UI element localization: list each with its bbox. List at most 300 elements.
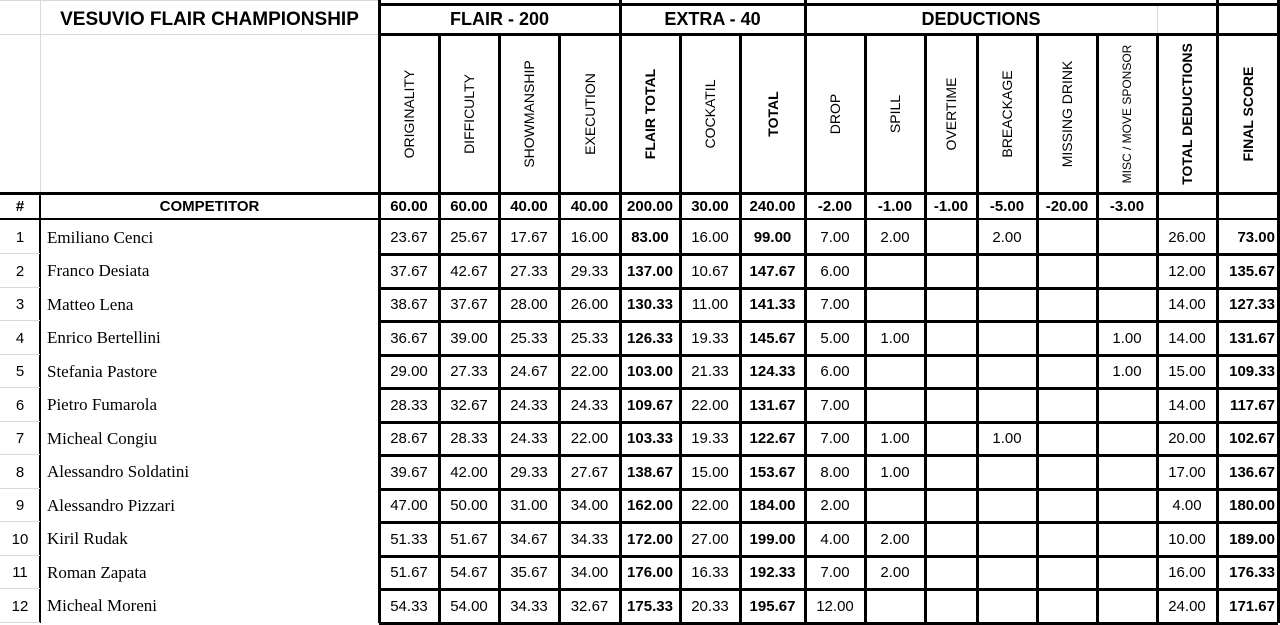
grid-line [39, 195, 41, 623]
score-cell: 122.67 [749, 430, 796, 448]
score-cell: 176.00 [627, 564, 673, 582]
score-cell: 16.00 [570, 229, 609, 247]
score-cell [1097, 422, 1157, 456]
score-cell [1037, 523, 1097, 557]
score-cell: 32.67 [570, 597, 609, 615]
score-cell: 28.33 [450, 430, 488, 448]
score-cell [865, 255, 925, 289]
score-cell: 14.00 [1168, 296, 1206, 314]
row-number: 1 [15, 229, 25, 247]
score-cell [1097, 556, 1157, 590]
column-max: 40.00 [510, 198, 548, 215]
score-cell: 7.00 [820, 396, 850, 414]
column-header-label: SHOWMANSHIP [521, 59, 537, 168]
competitor-name: Micheal Moreni [47, 596, 157, 616]
score-cell: 1.00 [880, 430, 910, 448]
row-number: 5 [15, 363, 25, 381]
score-cell: 12.00 [1168, 262, 1206, 280]
score-cell [925, 556, 977, 590]
column-max: -5.00 [989, 198, 1025, 215]
score-cell: 12.00 [816, 597, 854, 615]
score-cell [925, 456, 977, 490]
column-header-misc-move-sponsor[interactable] [1097, 34, 1157, 193]
score-cell: 26.00 [570, 296, 609, 314]
score-cell: 1.00 [880, 329, 910, 347]
score-cell: 135.67 [1229, 262, 1275, 280]
grid-line [379, 454, 1278, 457]
column-max: -20.00 [1045, 198, 1089, 215]
score-cell [865, 590, 925, 624]
column-max [1157, 195, 1217, 218]
score-cell: 36.67 [390, 329, 428, 347]
score-cell: 6.00 [820, 262, 850, 280]
grid-line [379, 488, 1278, 491]
score-cell [977, 355, 1037, 389]
column-header-total-deductions[interactable] [1157, 34, 1217, 193]
score-cell: 126.33 [627, 329, 673, 347]
grid-line [864, 34, 867, 623]
score-cell [925, 523, 977, 557]
gridline-faint [0, 34, 379, 35]
score-cell: 7.00 [820, 229, 850, 247]
grid-line [379, 253, 1278, 256]
score-cell: 117.67 [1229, 396, 1275, 414]
score-cell: 20.00 [1168, 430, 1206, 448]
score-cell: 51.33 [390, 530, 428, 548]
grid-line [679, 34, 682, 623]
score-cell: 27.33 [450, 363, 488, 381]
score-cell: 47.00 [390, 497, 428, 515]
gridline-faint [1157, 5, 1158, 33]
score-cell [977, 389, 1037, 423]
score-cell [977, 489, 1037, 523]
hash-header: # [15, 198, 25, 215]
score-cell: 39.00 [450, 329, 488, 347]
score-cell: 39.67 [390, 463, 428, 481]
score-cell: 14.00 [1168, 329, 1206, 347]
column-header-label: SPILL [887, 94, 903, 133]
column-max: 60.00 [390, 198, 428, 215]
grid-line [379, 287, 1278, 290]
score-cell [1037, 221, 1097, 255]
grid-line [379, 588, 1278, 591]
score-cell [1037, 322, 1097, 356]
score-cell: 24.67 [510, 363, 548, 381]
gridline-faint [0, 0, 379, 1]
grid-line [804, 0, 807, 623]
column-max [1217, 195, 1278, 218]
score-cell: 2.00 [992, 229, 1022, 247]
column-max: 40.00 [570, 198, 609, 215]
score-cell [977, 556, 1037, 590]
grid-line [379, 555, 1278, 558]
score-cell: 22.00 [570, 363, 609, 381]
column-header-cockatil[interactable] [680, 34, 740, 193]
column-header-label: MISC / MOVE SPONSOR [1120, 44, 1134, 183]
score-cell: 7.00 [820, 564, 850, 582]
grid-line [0, 192, 1278, 195]
score-cell [925, 389, 977, 423]
competitor-name: Kiril Rudak [47, 529, 128, 549]
column-header-label: EXECUTION [581, 72, 598, 155]
score-cell: 19.33 [691, 329, 729, 347]
score-cell: 192.33 [749, 564, 796, 582]
score-cell [977, 456, 1037, 490]
score-cell [925, 288, 977, 322]
gridline-faint [0, 287, 40, 288]
row-number: 7 [15, 430, 25, 448]
score-cell: 102.67 [1229, 430, 1275, 448]
column-header-label: DROP [827, 93, 843, 134]
score-cell: 54.67 [450, 564, 488, 582]
score-cell: 27.67 [570, 463, 609, 481]
score-cell [1097, 489, 1157, 523]
competitor-name: Alessandro Soldatini [47, 462, 190, 482]
grid-line [619, 0, 622, 623]
gridline-faint [0, 253, 40, 254]
score-cell [977, 255, 1037, 289]
score-cell: 22.00 [570, 430, 609, 448]
competitor-name: Alessandro Pizzari [47, 495, 175, 515]
score-cell: 199.00 [749, 530, 796, 548]
competitor-name: Roman Zapata [47, 562, 147, 582]
gridline-faint [0, 387, 40, 388]
column-header-label: DIFFICULTY [461, 73, 477, 154]
column-header-label: BREACKAGE [999, 69, 1015, 158]
score-cell: 8.00 [820, 463, 850, 481]
score-cell: 25.33 [510, 329, 548, 347]
grid-line [558, 34, 561, 623]
grid-line [739, 34, 742, 623]
score-cell: 11.00 [691, 296, 729, 314]
column-header-label: TOTAL DEDUCTIONS [1179, 42, 1195, 185]
score-cell: 24.33 [510, 430, 548, 448]
score-cell: 14.00 [1168, 396, 1206, 414]
score-cell: 28.00 [510, 296, 548, 314]
score-cell: 32.67 [450, 396, 488, 414]
gridline-faint [0, 622, 40, 623]
score-cell: 138.67 [627, 463, 673, 481]
column-header-breackage[interactable] [977, 34, 1037, 193]
score-cell: 1.00 [1112, 363, 1142, 381]
score-cell [925, 255, 977, 289]
gridline-faint [0, 588, 40, 589]
score-cell: 35.67 [510, 564, 548, 582]
score-cell: 34.00 [570, 497, 609, 515]
column-header-originality[interactable] [379, 34, 439, 193]
score-cell: 175.33 [627, 597, 673, 615]
column-header-label: FINAL SCORE [1239, 66, 1256, 161]
score-cell: 10.67 [691, 262, 729, 280]
group-deductions: DEDUCTIONS [921, 9, 1041, 29]
score-cell: 180.00 [1229, 497, 1275, 515]
score-cell: 141.33 [749, 296, 796, 314]
grid-line [379, 387, 1278, 390]
column-max: 30.00 [691, 198, 729, 215]
score-cell: 50.00 [450, 497, 488, 515]
score-cell: 2.00 [880, 564, 910, 582]
score-cell: 51.67 [450, 530, 488, 548]
score-cell [1097, 456, 1157, 490]
row-number: 2 [15, 262, 25, 280]
score-cell [925, 590, 977, 624]
gridline-faint [0, 454, 40, 455]
row-number: 3 [15, 296, 25, 314]
score-cell: 136.67 [1229, 463, 1275, 481]
score-cell [865, 355, 925, 389]
grid-line [1156, 34, 1159, 623]
grid-line [0, 218, 1278, 220]
score-cell [977, 288, 1037, 322]
grid-line [1216, 0, 1219, 623]
score-cell [925, 489, 977, 523]
score-cell: 103.00 [627, 363, 673, 381]
column-header-drop[interactable] [805, 34, 865, 193]
gridline-faint [0, 421, 40, 422]
row-number: 6 [15, 396, 25, 414]
score-cell [925, 221, 977, 255]
grid-line [379, 33, 1278, 36]
score-cell: 42.00 [450, 463, 488, 481]
grid-line [924, 34, 927, 623]
column-header-label: FLAIR TOTAL [642, 68, 658, 159]
score-cell: 1.00 [1112, 329, 1142, 347]
score-cell [977, 322, 1037, 356]
score-cell [1097, 288, 1157, 322]
gridline-faint [0, 488, 40, 489]
score-cell: 37.67 [450, 296, 488, 314]
score-cell: 109.33 [1229, 363, 1275, 381]
column-header-missing-drink[interactable] [1037, 34, 1097, 193]
score-cell: 127.33 [1229, 296, 1275, 314]
score-cell [925, 422, 977, 456]
score-cell: 171.67 [1229, 597, 1275, 615]
score-cell: 23.67 [390, 229, 428, 247]
score-cell [1097, 523, 1157, 557]
column-header-total[interactable] [740, 34, 805, 193]
score-cell: 29.00 [390, 363, 428, 381]
grid-line [1036, 34, 1039, 623]
score-cell: 17.67 [510, 229, 548, 247]
column-header-flair-total[interactable] [620, 34, 680, 193]
competitor-name: Stefania Pastore [47, 361, 157, 381]
score-cell: 15.00 [691, 463, 729, 481]
competitor-name: Micheal Congiu [47, 428, 158, 448]
score-cell: 2.00 [820, 497, 850, 515]
grid-line [379, 521, 1278, 524]
score-cell: 137.00 [627, 262, 673, 280]
column-max: 60.00 [450, 198, 488, 215]
score-cell: 83.00 [631, 229, 669, 247]
score-cell [865, 489, 925, 523]
score-cell: 147.67 [749, 262, 796, 280]
grid-line [438, 34, 441, 623]
row-number: 9 [15, 497, 25, 515]
score-cell: 34.33 [510, 597, 548, 615]
row-number: 4 [15, 329, 25, 347]
score-cell: 27.33 [510, 262, 548, 280]
score-cell [925, 322, 977, 356]
score-cell [977, 523, 1037, 557]
score-cell [1037, 288, 1097, 322]
score-cell: 16.33 [691, 564, 729, 582]
score-cell: 4.00 [820, 530, 850, 548]
score-cell: 10.00 [1168, 530, 1206, 548]
column-max: 200.00 [627, 198, 673, 215]
score-cell: 1.00 [992, 430, 1022, 448]
score-cell: 51.67 [390, 564, 428, 582]
score-cell: 24.33 [510, 396, 548, 414]
column-header-execution[interactable] [559, 34, 620, 193]
column-header-label: ORIGINALITY [401, 69, 417, 158]
column-max: 240.00 [749, 198, 796, 215]
score-cell: 20.33 [691, 597, 729, 615]
score-cell [977, 590, 1037, 624]
score-cell: 162.00 [627, 497, 673, 515]
competitor-name: Enrico Bertellini [47, 328, 161, 348]
score-cell: 19.33 [691, 430, 729, 448]
grid-line [379, 320, 1278, 323]
score-cell: 27.00 [691, 530, 729, 548]
column-header-label: TOTAL [764, 90, 781, 137]
score-cell: 4.00 [1172, 497, 1202, 515]
score-cell [1097, 389, 1157, 423]
grid-line [379, 622, 1278, 625]
column-header-overtime[interactable] [925, 34, 977, 193]
score-cell: 1.00 [880, 463, 910, 481]
column-header-final-score[interactable] [1217, 34, 1278, 193]
score-cell: 24.00 [1168, 597, 1206, 615]
score-cell: 73.00 [1237, 229, 1275, 247]
score-cell: 103.33 [627, 430, 673, 448]
score-cell: 54.33 [390, 597, 428, 615]
score-cell: 131.67 [749, 396, 796, 414]
column-max: -1.00 [877, 198, 913, 215]
score-cell: 16.00 [691, 229, 729, 247]
score-cell [1097, 590, 1157, 624]
row-number: 10 [11, 530, 29, 548]
score-cell [1037, 489, 1097, 523]
group-flair: FLAIR - 200 [449, 9, 550, 29]
score-cell [1037, 556, 1097, 590]
score-cell: 99.00 [753, 229, 792, 247]
score-cell: 34.33 [570, 530, 609, 548]
grid-line [379, 354, 1278, 357]
score-cell: 26.00 [1168, 229, 1206, 247]
score-cell: 34.67 [510, 530, 548, 548]
score-cell [1097, 221, 1157, 255]
score-cell: 24.33 [570, 396, 609, 414]
score-cell [1037, 389, 1097, 423]
grid-line [379, 421, 1278, 424]
score-cell: 22.00 [691, 497, 729, 515]
score-cell: 54.00 [450, 597, 488, 615]
competitor-name: Matteo Lena [47, 294, 134, 314]
column-header-label: COCKATIL [702, 79, 718, 148]
group-extra: EXTRA - 40 [664, 9, 761, 29]
score-cell: 34.00 [570, 564, 609, 582]
score-cell: 16.00 [1168, 564, 1206, 582]
column-header-label: MISSING DRINK [1059, 60, 1075, 167]
gridline-faint [0, 521, 40, 522]
score-cell: 130.33 [627, 296, 673, 314]
row-number: 12 [11, 597, 29, 615]
grid-line [378, 0, 381, 623]
score-cell: 131.67 [1229, 329, 1275, 347]
score-cell [865, 389, 925, 423]
score-cell: 6.00 [820, 363, 850, 381]
score-cell [1037, 422, 1097, 456]
score-cell [1037, 355, 1097, 389]
score-cell: 7.00 [820, 296, 850, 314]
competitor-name: Franco Desiata [47, 261, 150, 281]
score-cell: 25.33 [570, 329, 609, 347]
score-cell: 29.33 [570, 262, 609, 280]
gridline-faint [0, 555, 40, 556]
score-cell [1037, 255, 1097, 289]
column-max: -2.00 [817, 198, 853, 215]
score-cell: 109.67 [627, 396, 673, 414]
grid-line [976, 34, 979, 623]
score-cell [925, 355, 977, 389]
grid-line [1096, 34, 1099, 623]
score-cell: 184.00 [749, 497, 796, 515]
score-cell: 176.33 [1229, 564, 1275, 582]
column-max: -1.00 [933, 198, 969, 215]
score-cell: 31.00 [510, 497, 548, 515]
gridline-faint [0, 354, 40, 355]
score-cell [1037, 456, 1097, 490]
score-cell: 17.00 [1168, 463, 1206, 481]
row-number: 8 [15, 463, 25, 481]
score-cell: 195.67 [749, 597, 796, 615]
score-cell [1097, 255, 1157, 289]
row-number: 11 [12, 564, 28, 582]
column-max: -3.00 [1109, 198, 1145, 215]
score-cell: 124.33 [749, 363, 796, 381]
competitor-name: Emiliano Cenci [47, 227, 154, 247]
score-cell: 21.33 [691, 363, 729, 381]
score-cell: 153.67 [749, 463, 796, 481]
score-cell: 29.33 [510, 463, 548, 481]
score-cell: 42.67 [450, 262, 488, 280]
column-header-label: OVERTIME [943, 77, 959, 150]
score-cell: 28.33 [390, 396, 428, 414]
grid-line [498, 34, 501, 623]
score-cell: 37.67 [390, 262, 428, 280]
score-cell: 28.67 [390, 430, 428, 448]
column-header-difficulty[interactable] [439, 34, 499, 193]
score-cell: 15.00 [1168, 363, 1206, 381]
score-cell: 7.00 [820, 430, 850, 448]
competitor-header: COMPETITOR [159, 198, 260, 215]
score-cell: 189.00 [1229, 530, 1275, 548]
grid-line [379, 3, 1278, 6]
score-cell: 5.00 [820, 329, 850, 347]
score-cell: 172.00 [627, 530, 673, 548]
score-cell: 145.67 [749, 329, 796, 347]
score-cell [1037, 590, 1097, 624]
competitor-name: Pietro Fumarola [47, 395, 158, 415]
column-header-showmanship[interactable] [499, 34, 559, 193]
score-cell [865, 288, 925, 322]
title: VESUVIO FLAIR CHAMPIONSHIP [60, 8, 359, 30]
score-cell: 2.00 [880, 229, 910, 247]
score-cell: 22.00 [691, 396, 729, 414]
column-header-spill[interactable] [865, 34, 925, 193]
score-cell: 38.67 [390, 296, 428, 314]
score-cell: 2.00 [880, 530, 910, 548]
